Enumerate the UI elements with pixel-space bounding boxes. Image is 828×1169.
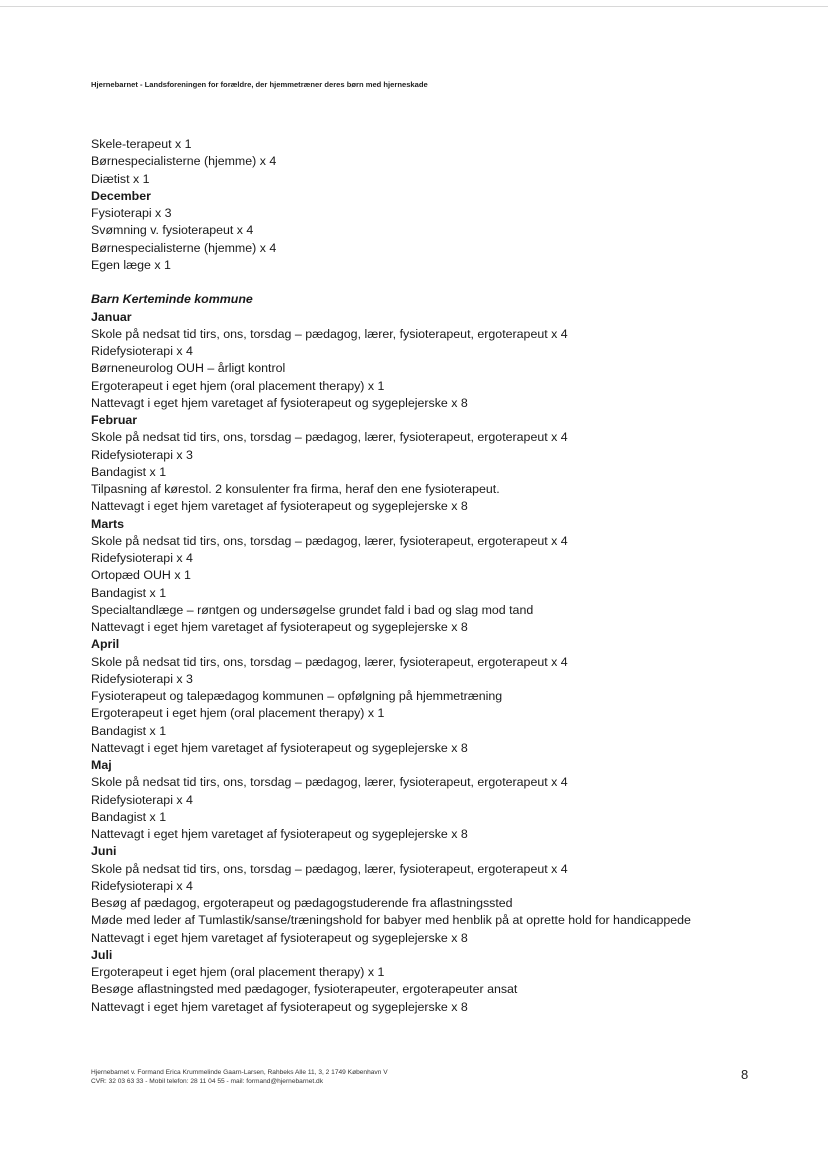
entry-line: Ridefysioterapi x 4 [91, 551, 193, 565]
entry-line: Bandagist x 1 [91, 585, 167, 600]
entry-line: Nattevagt i eget hjem varetaget af fysioterapeut og sygeplejerske x 8 [91, 499, 468, 514]
entry-line: Nattevagt i eget hjem varetaget af fysioterapeut og sygeplejerske x 8 [91, 999, 468, 1014]
entry-line: Skele-terapeut x 1 [91, 137, 192, 151]
entry-line: Svømning v. fysioterapeut x 4 [91, 223, 254, 238]
entry-line: Fysioterapeut og talepædagog kommunen – opfølgning på hjemmetræning [91, 689, 503, 703]
month-heading-juni: Juni [91, 844, 117, 859]
entry-line: Skole på nedsat tid tirs, ons, torsdag – pædagog, lærer, fysioterapeut, ergoterapeut x 4 [91, 654, 568, 669]
entry-line: Ortopæd OUH x 1 [91, 568, 191, 583]
month-heading-februar: Februar [91, 413, 138, 427]
entry-line: Ergoterapeut i eget hjem (oral placement therapy) x 1 [91, 965, 385, 979]
entry-line: Egen læge x 1 [91, 257, 171, 272]
month-heading-december: December [91, 188, 151, 203]
month-heading-januar: Januar [91, 309, 132, 324]
month-heading-maj: Maj [91, 758, 112, 772]
entry-line: Ergoterapeut i eget hjem (oral placement therapy) x 1 [91, 706, 385, 721]
section-heading: Barn Kerteminde kommune [91, 292, 253, 307]
entry-line: Besøg af pædagog, ergoterapeut og pædagogstuderende fra aflastningssted [91, 896, 513, 910]
entry-line: Børnespecialisterne (hjemme) x 4 [91, 240, 277, 255]
entry-line: Ridefysioterapi x 3 [91, 447, 193, 462]
entry-line: Nattevagt i eget hjem varetaget af fysioterapeut og sygeplejerske x 8 [91, 395, 468, 410]
entry-line: Bandagist x 1 [91, 723, 167, 738]
document-body [91, 136, 791, 1016]
entry-line: Møde med leder af Tumlastik/sanse/træningshold for babyer med henblik på at oprette hold for handicappede [91, 913, 691, 928]
month-heading-april: April [91, 637, 120, 652]
scan-top-edge [0, 6, 828, 7]
entry-line: Tilpasning af kørestol. 2 konsulenter fra firma, heraf den ene fysioterapeut. [91, 482, 500, 496]
entry-line: Fysioterapi x 3 [91, 206, 172, 220]
page-number: 8 [741, 1067, 749, 1082]
entry-line: Nattevagt i eget hjem varetaget af fysioterapeut og sygeplejerske x 8 [91, 827, 468, 841]
footer-contact: CVR: 32 03 63 33 - Mobil telefon: 28 11 04 55 - mail: formand@hjernebarnet.dk [91, 1078, 323, 1085]
entry-line: Ridefysioterapi x 4 [91, 878, 193, 893]
entry-line: Ridefysioterapi x 4 [91, 344, 193, 358]
spacer [91, 274, 791, 291]
entry-line: Børneneurolog OUH – årligt kontrol [91, 361, 286, 376]
entry-line: Nattevagt i eget hjem varetaget af fysioterapeut og sygeplejerske x 8 [91, 740, 468, 755]
entry-line: Ridefysioterapi x 3 [91, 671, 193, 686]
entry-line: Ridefysioterapi x 4 [91, 792, 193, 807]
footer-address: Hjernebarnet v. Formand Erica Krummelinde Gaarn-Larsen, Rahbeks Alle 11, 3, 2 1749 København V [91, 1069, 388, 1076]
entry-line: Besøge aflastningsted med pædagoger, fysioterapeuter, ergoterapeuter ansat [91, 982, 518, 997]
entry-line: Skole på nedsat tid tirs, ons, torsdag – pædagog, lærer, fysioterapeut, ergoterapeut x 4 [91, 533, 568, 548]
entry-line: Nattevagt i eget hjem varetaget af fysioterapeut og sygeplejerske x 8 [91, 620, 468, 634]
entry-line: Ergoterapeut i eget hjem (oral placement therapy) x 1 [91, 378, 385, 393]
footer [91, 1068, 388, 1086]
entry-line: Skole på nedsat tid tirs, ons, torsdag – pædagog, lærer, fysioterapeut, ergoterapeut x 4 [91, 430, 568, 445]
month-heading-juli: Juli [91, 947, 113, 962]
entry-line: Børnespecialisterne (hjemme) x 4 [91, 154, 277, 169]
letterhead: Hjernebarnet - Landsforeningen for forældre, der hjemmetræner deres børn med hjerneskade [91, 80, 428, 89]
entry-line: Diætist x 1 [91, 171, 150, 186]
entry-line: Specialtandlæge – røntgen og undersøgelse grundet fald i bad og slag mod tand [91, 602, 534, 617]
entry-line: Bandagist x 1 [91, 464, 167, 479]
entry-line: Skole på nedsat tid tirs, ons, torsdag – pædagog, lærer, fysioterapeut, ergoterapeut x 4 [91, 861, 568, 876]
entry-line: Bandagist x 1 [91, 809, 167, 824]
month-heading-marts: Marts [91, 516, 125, 531]
entry-line: Skole på nedsat tid tirs, ons, torsdag – pædagog, lærer, fysioterapeut, ergoterapeut x 4 [91, 775, 568, 790]
entry-line: Nattevagt i eget hjem varetaget af fysioterapeut og sygeplejerske x 8 [91, 930, 468, 945]
entry-line: Skole på nedsat tid tirs, ons, torsdag – pædagog, lærer, fysioterapeut, ergoterapeut x 4 [91, 326, 568, 341]
